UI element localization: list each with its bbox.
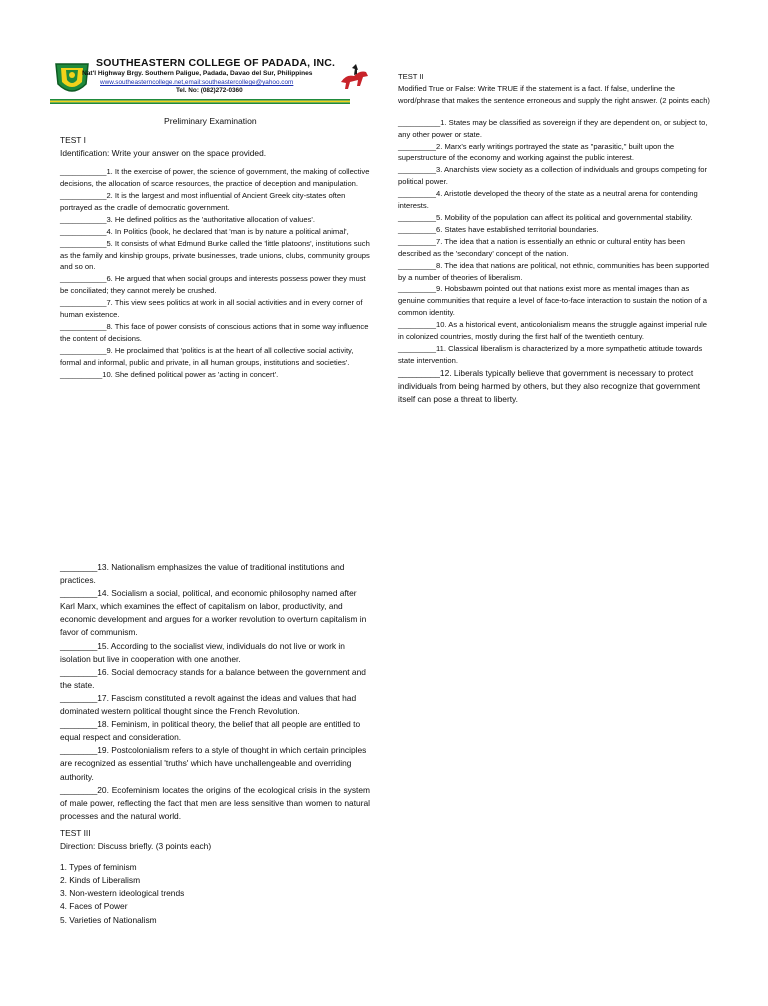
test2-item: ________14. Socialism a social, political, and economic philosophy named after Karl Marx, which examines the effect of capitalism on labor, productivity, and economic development and argues for a worker revolution to overturn capitalism in favor of communism. xyxy=(60,588,367,638)
test3-item: 4. Faces of Power xyxy=(60,901,128,912)
test2-item: ________18. Feminism, in political theory, the belief that all people are entitled to equal respect and consideration. xyxy=(60,719,361,743)
college-name: SOUTHEASTERN COLLEGE OF PADADA, INC. xyxy=(96,57,336,69)
test1-item: ___________8. This face of power consists of conscious actions that in some way influence the content of decisions. xyxy=(60,321,369,343)
test2-item: _________5. Mobility of the population can affect its political and governmental stability. xyxy=(398,212,693,222)
test2-item: _________10. As a historical event, anticolonialism means the struggle against imperial rule in colonized countries, mostly during the first half of the twentieth century. xyxy=(398,320,707,342)
test1-item: __________10. She defined political power as 'acting in concert'. xyxy=(60,369,279,379)
test2-item: _________3. Anarchists view society as a collection of individuals and groups competing for political power. xyxy=(398,165,707,187)
test2-item: ________19. Postcolonialism refers to a style of thought in which certain principles are recognized as essential 'truths' which have unchallengeable and overriding authority. xyxy=(60,745,367,782)
test3-item: 2. Kinds of Liberalism xyxy=(60,875,141,886)
test2-title: TEST II xyxy=(398,72,424,81)
test3-title: TEST III xyxy=(60,828,91,838)
test2-item: _________9. Hobsbawm pointed out that nations exist more as mental images than as genuine communities that require a level of face-to-face interaction to sustain the notion of a common identity. xyxy=(398,284,707,318)
test1-title: TEST I xyxy=(60,135,86,145)
test2-item: ________20. Ecofeminism locates the origins of the ecological crisis in the system of male power, reflecting the fact that men are less sensitive than women to natural processes and the natural world. xyxy=(60,784,370,821)
test2-item: _________2. Marx's early writings portrayed the state as "parasitic," built upon the superstructure of the economy and working against the public interest. xyxy=(398,141,675,163)
test1-item: ___________2. It is the largest and most influential of Ancient Greek city-states often portrayed as the cradle of democratic government. xyxy=(60,191,346,212)
college-web-email-link[interactable]: www.southeasterncollege.net,email:southeastercollege@yahoo.com xyxy=(100,79,294,86)
test3-instruction: Direction: Discuss briefly. (3 points each) xyxy=(60,841,212,852)
header-color-band xyxy=(50,91,350,96)
test2-item: ________16. Social democracy stands for a balance between the government and the state. xyxy=(60,666,366,690)
test2-item: ________15. According to the socialist view, individuals do not live or work in isolation but live in cooperation with one another. xyxy=(60,640,345,664)
test2-item: _________12. Liberals typically believe that government is necessary to protect individuals from being harmed by others, but they also recognize that government itself can pose a threat to liberty. xyxy=(398,367,701,404)
test3-item: 3. Non-western ideological trends xyxy=(60,888,185,899)
test3-item: 5. Varieties of Nationalism xyxy=(60,914,157,925)
college-telephone: Tel. No: (082)272-0360 xyxy=(176,87,243,94)
test2-item: __________1. States may be classified as sovereign if they are dependent on, or subject to, any other power or state. xyxy=(398,117,708,139)
test1-item: ___________4. In Politics (book, he declared that 'man is by nature a political animal', xyxy=(60,226,349,236)
college-address: Nat'l Highway Brgy. Southern Paligue, Padada, Davao del Sur, Philippines xyxy=(82,70,313,77)
test2-item: ________13. Nationalism emphasizes the value of traditional institutions and practices. xyxy=(60,562,345,586)
test1-item: ___________7. This view sees politics at work in all social activities and in every corner of human existence. xyxy=(60,298,363,320)
test1-item: ___________1. It the exercise of power, the science of government, the making of collective decisions, the allocation of scarce resources, the practice of deception and manipulation. xyxy=(60,167,370,189)
test2-section xyxy=(398,71,710,406)
test1-section xyxy=(60,134,370,381)
test1-item: ___________6. He argued that when social groups and interests possess power they must be conciliated; they cannot merely be crushed. xyxy=(60,274,366,296)
test3-item: 1. Types of feminism xyxy=(60,862,137,873)
test1-item: ___________3. He defined politics as the 'authoritative allocation of values'. xyxy=(60,214,315,224)
test2-item: ________17. Fascism constituted a revolt against the ideas and values that had dominated western political thought since the French Revolution. xyxy=(60,692,357,717)
test2-item: _________11. Classical liberalism is characterized by a more sympathetic attitude towards state intervention. xyxy=(398,343,703,365)
exam-title: Preliminary Examination xyxy=(164,116,257,126)
test1-instruction: Identification: Write your answer on the space provided. xyxy=(60,148,267,159)
test2-instruction: Modified True or False: Write TRUE if the statement is a fact. If false, underline the word/phrase that makes the sentence erroneous and supply the right answer. (2 points each) xyxy=(398,83,710,105)
test1-item: ___________5. It consists of what Edmund Burke called the 'little platoons', institutions such as the family and kinship groups, private businesses, trade unions, clubs, community groups and so on. xyxy=(60,238,370,272)
test2-item: _________8. The idea that nations are political, not ethnic, communities has been supported by a number of theories of liberalism. xyxy=(398,260,709,282)
test2-continued-section xyxy=(60,561,370,823)
test2-item: _________7. The idea that a nation is essentially an ethnic or cultural entity has been described as the 'secondary' concept of the nation. xyxy=(398,236,685,258)
test2-item: _________6. States have established territorial boundaries. xyxy=(398,224,599,234)
test1-item: ___________9. He proclaimed that 'politics is at the heart of all collective social activity, formal and informal, public and private, in all human groups, institutions and societies'. xyxy=(60,345,354,367)
test3-section xyxy=(60,827,370,927)
test2-item: _________4. Aristotle developed the theory of the state as a neutral arena for contending interests. xyxy=(398,189,698,211)
horse-rider-icon xyxy=(338,62,370,92)
